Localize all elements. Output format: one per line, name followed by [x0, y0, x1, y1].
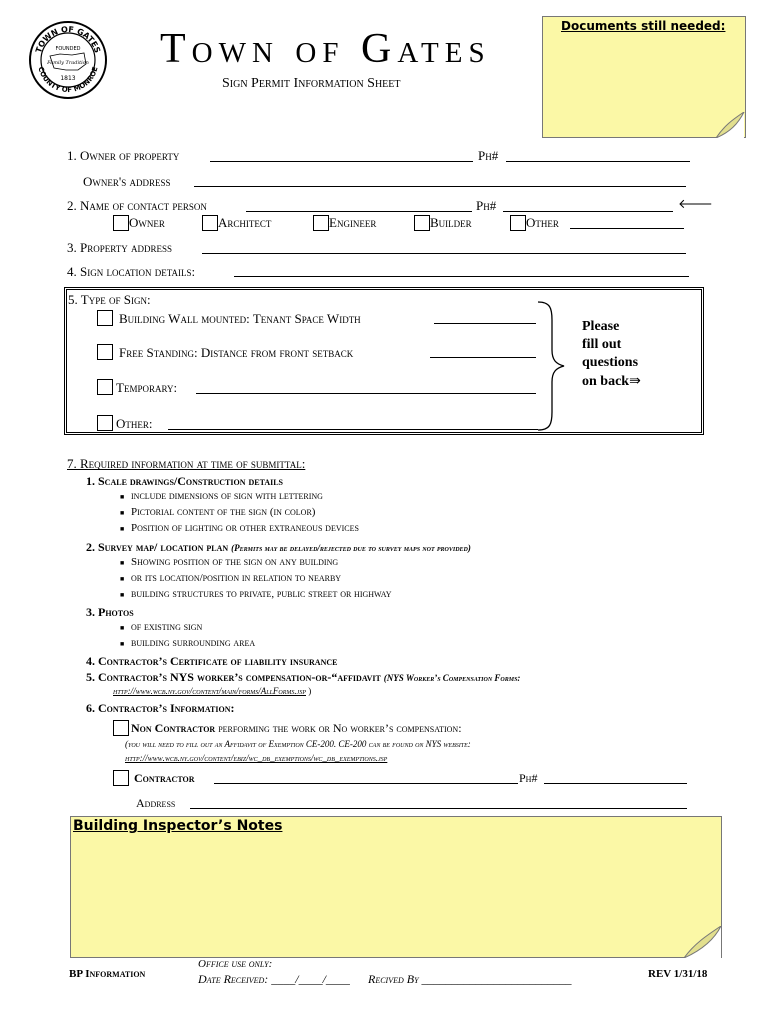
sign-location-label: 4. Sign location details: — [67, 264, 196, 279]
owner-address-label: Owner's address — [83, 174, 171, 189]
builder-checkbox[interactable] — [414, 215, 430, 231]
right-brace-icon — [536, 300, 566, 432]
req-item-5-close: ) — [308, 686, 312, 696]
recived-by-field[interactable]: Recived By _________________________ — [368, 972, 572, 986]
owner-checkbox[interactable] — [113, 215, 129, 231]
architect-option-label: Architect — [218, 215, 272, 230]
bullet-icon: ■ — [120, 640, 125, 648]
contractor-checkbox[interactable] — [113, 770, 129, 786]
non-contractor-label: Non Contractor — [131, 721, 216, 735]
bullet-icon: ■ — [120, 559, 125, 567]
other-option-field[interactable] — [570, 228, 684, 229]
req-item-3-bullet-1: of existing sign — [131, 621, 203, 633]
property-address-label: 3. Property address — [67, 240, 172, 255]
inspector-notes-label: Building Inspector’s Notes — [73, 818, 283, 834]
contractor-address-label: Address — [136, 796, 176, 810]
contractor-address-field[interactable] — [190, 808, 687, 809]
contractor-name-field[interactable] — [214, 783, 518, 784]
free-standing-field[interactable] — [430, 357, 536, 358]
bullet-icon: ■ — [120, 493, 125, 501]
bullet-icon: ■ — [120, 575, 125, 583]
back-side-note-line-3: questions — [582, 355, 639, 370]
bp-information-label: BP Information — [69, 968, 146, 980]
bullet-icon: ■ — [120, 525, 125, 533]
page-title: Town of Gates — [160, 26, 491, 72]
back-side-note-line-1: Please — [582, 319, 620, 334]
bullet-icon: ■ — [120, 624, 125, 632]
non-contractor-line — [131, 721, 462, 736]
owner-ph-label: Ph# — [478, 148, 499, 163]
date-received-field[interactable]: Date Received: ____/____/____ — [198, 972, 350, 986]
seal-graphic — [28, 20, 108, 100]
req-item-1: 1. Scale drawings/Construction details — [86, 474, 284, 488]
engineer-option-label: Engineer — [329, 215, 377, 230]
req-item-1-bullet-2: Pictorial content of the sign (in color) — [131, 506, 316, 518]
non-contractor-note: (you will need to fill out an Affidavit of Exemption CE-200. CE-200 can be found on NYS website: — [125, 739, 471, 749]
workers-comp-forms-link[interactable]: http://www.wcb.ny.gov/content/main/forms/AllForms.jsp — [113, 686, 306, 696]
sign-type-label: 5. Type of Sign: — [68, 292, 151, 307]
req-item-5-title: 5. Contractor’s NYS worker’s compensation-or-“affidavit — [86, 670, 381, 684]
right-arrow-icon: ⇛ — [629, 373, 641, 389]
exemption-forms-link[interactable]: http://www.wcb.ny.gov/content/ebiz/wc_db_exemptions/wc_db_exemptions.jsp — [125, 753, 388, 763]
free-standing-label: Free Standing: Distance from front setback — [119, 345, 354, 360]
contact-ph-field[interactable] — [503, 211, 673, 212]
req-item-3-bullet-2: building surrounding area — [131, 637, 256, 649]
seal-text-top: TOWN OF GATES — [34, 24, 102, 55]
back-side-note-line-2: fill out — [582, 337, 622, 352]
back-side-note-line-4: on back — [582, 374, 630, 389]
req-item-2 — [86, 540, 471, 555]
contact-person-label: 2. Name of contact person — [67, 198, 207, 213]
owner-option-label: Owner — [129, 215, 165, 230]
property-address-field[interactable] — [202, 253, 686, 254]
office-use-label: Office use only: — [198, 958, 273, 970]
inspector-fold-corner — [684, 926, 722, 958]
architect-checkbox[interactable] — [202, 215, 218, 231]
contractor-label: Contractor — [134, 771, 195, 785]
other-option-label: Other — [526, 215, 559, 230]
owner-of-property-field[interactable] — [210, 161, 473, 162]
wall-mounted-field[interactable] — [434, 323, 536, 324]
req-item-2-bullet-3: building structures to private, public street or highway — [131, 588, 392, 600]
seal-text-bottom: COUNTY OF MONROE — [36, 65, 100, 95]
seal-founded: FOUNDED — [55, 46, 81, 52]
note-fold-corner — [716, 112, 746, 138]
other-sign-label: Other: — [116, 416, 153, 431]
contact-person-field[interactable] — [246, 211, 472, 212]
revision-label: REV 1/31/18 — [648, 968, 708, 980]
req-item-4: 4. Contractor’s Certificate of liability insurance — [86, 654, 338, 668]
owner-ph-field[interactable] — [506, 161, 690, 162]
required-info-label: 7. Required information at time of submittal: — [67, 456, 306, 471]
seal-motto: Family Tradition — [47, 60, 89, 66]
wall-mounted-label: Building Wall mounted: Tenant Space Width — [119, 311, 361, 326]
bullet-icon: ■ — [120, 509, 125, 517]
bullet-icon: ■ — [120, 591, 125, 599]
left-arrow-icon: 🡐 — [678, 197, 713, 212]
req-item-2-title: 2. Survey map/ location plan — [86, 540, 229, 554]
builder-option-label: Builder — [430, 215, 472, 230]
non-contractor-checkbox[interactable] — [113, 720, 129, 736]
contact-ph-label: Ph# — [476, 198, 497, 213]
temporary-checkbox[interactable] — [97, 379, 113, 395]
wall-mounted-checkbox[interactable] — [97, 310, 113, 326]
temporary-label: Temporary: — [116, 380, 178, 395]
contractor-ph-label: Ph# — [519, 771, 538, 785]
other-sign-field[interactable] — [168, 429, 538, 430]
other-sign-checkbox[interactable] — [97, 415, 113, 431]
owner-of-property-label: 1. Owner of property — [67, 148, 180, 163]
req-item-5-url-line — [113, 686, 311, 696]
req-item-1-bullet-3: Position of lighting or other extraneous devices — [131, 522, 359, 534]
sign-location-field[interactable] — [234, 276, 689, 277]
back-side-note — [582, 318, 641, 391]
non-contractor-text: performing the work or No worker’s compensation: — [218, 721, 462, 735]
inspector-notes-box[interactable] — [70, 816, 722, 958]
free-standing-checkbox[interactable] — [97, 344, 113, 360]
documents-needed-label: Documents still needed: — [561, 19, 726, 33]
other-checkbox[interactable] — [510, 215, 526, 231]
seal-year: 1813 — [60, 75, 76, 82]
req-item-1-bullet-1: include dimensions of sign with lettering — [131, 490, 323, 502]
req-item-5-note: (NYS Worker’s Compensation Forms: — [383, 673, 521, 683]
page-subtitle: Sign Permit Information Sheet — [222, 76, 401, 91]
req-item-2-note: (Permits may be delayed/rejected due to survey maps not provided) — [231, 543, 471, 553]
req-item-2-bullet-2: or its location/position in relation to nearby — [131, 572, 342, 584]
owner-address-field[interactable] — [194, 186, 686, 187]
req-item-2-bullet-1: Showing position of the sign on any building — [131, 556, 339, 568]
req-item-5 — [86, 670, 520, 685]
contractor-ph-field[interactable] — [544, 783, 687, 784]
town-seal — [28, 20, 108, 100]
req-item-6: 6. Contractor’s Information: — [86, 701, 235, 715]
engineer-checkbox[interactable] — [313, 215, 329, 231]
temporary-field[interactable] — [196, 393, 536, 394]
req-item-3: 3. Photos — [86, 605, 134, 619]
